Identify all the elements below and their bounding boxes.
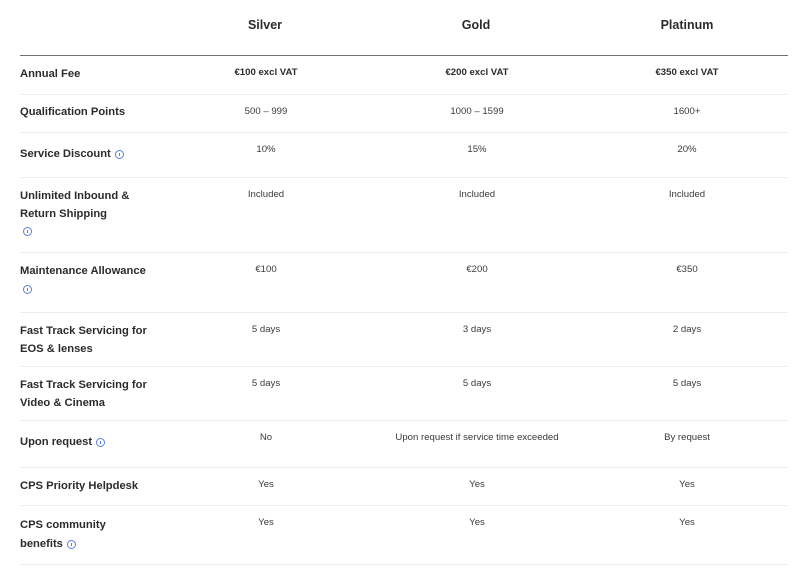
cell-unlimited-shipping-gold: Included	[458, 189, 496, 200]
cell-annual-fee-silver: €100 excl VAT	[234, 67, 298, 78]
cell-fast-track-video-silver: 5 days	[251, 378, 281, 389]
cell-qualification-points-platinum: 1600+	[673, 106, 701, 117]
cell-priority-helpdesk-platinum: Yes	[679, 479, 695, 490]
table-row-unlimited-shipping	[20, 178, 788, 253]
cell-maintenance-allowance-silver: €100	[255, 264, 277, 275]
cell-fast-track-eos-gold: 3 days	[462, 324, 492, 335]
info-circle-icon[interactable]	[96, 438, 105, 447]
row-label-unlimited-shipping: Unlimited Inbound & Return Shipping	[20, 188, 145, 236]
cell-community-benefits-gold: Yes	[469, 517, 485, 528]
table-row-service-discount	[20, 133, 788, 178]
table-row-priority-helpdesk	[20, 468, 788, 506]
cell-fast-track-eos-silver: 5 days	[251, 324, 281, 335]
cell-upon-request-platinum: By request	[664, 432, 710, 443]
info-circle-icon[interactable]	[115, 150, 124, 159]
tier-header-row	[20, 0, 788, 56]
table-row-community-benefits	[20, 506, 788, 565]
info-circle-icon[interactable]	[23, 285, 32, 294]
table-row-fast-track-eos	[20, 313, 788, 367]
table-row-fast-track-video	[20, 367, 788, 421]
cell-service-discount-silver: 10%	[256, 144, 276, 155]
row-label-fast-track-eos: Fast Track Servicing for EOS & lenses	[20, 325, 147, 355]
cell-upon-request-silver: No	[259, 432, 273, 443]
cell-service-discount-platinum: 20%	[677, 144, 697, 155]
row-label-service-discount: Service Discount	[20, 146, 170, 164]
row-label-fast-track-video: Fast Track Servicing for Video & Cinema	[20, 379, 147, 409]
row-label-priority-helpdesk: CPS Priority Helpdesk	[20, 480, 139, 492]
info-circle-icon[interactable]	[67, 540, 76, 549]
cell-annual-fee-platinum: €350 excl VAT	[655, 67, 719, 78]
cell-fast-track-video-platinum: 5 days	[672, 378, 702, 389]
cell-unlimited-shipping-platinum: Included	[668, 189, 706, 200]
cell-community-benefits-silver: Yes	[258, 517, 274, 528]
cell-annual-fee-gold: €200 excl VAT	[445, 67, 509, 78]
tier-header-platinum: Platinum	[660, 18, 714, 32]
cell-service-discount-gold: 15%	[467, 144, 487, 155]
cell-upon-request-gold: Upon request if service time exceeded	[395, 432, 559, 443]
cell-fast-track-video-gold: 5 days	[462, 378, 492, 389]
cell-community-benefits-platinum: Yes	[679, 517, 695, 528]
row-label-annual-fee: Annual Fee	[20, 68, 81, 80]
cell-qualification-points-gold: 1000 – 1599	[450, 106, 504, 117]
tier-header-gold: Gold	[461, 18, 491, 32]
row-label-qualification-points: Qualification Points	[20, 106, 126, 118]
tier-header-silver: Silver	[247, 18, 283, 32]
cell-fast-track-eos-platinum: 2 days	[672, 324, 702, 335]
cell-maintenance-allowance-platinum: €350	[676, 264, 698, 275]
cell-maintenance-allowance-gold: €200	[466, 264, 488, 275]
table-row-annual-fee	[20, 56, 788, 95]
table-row-upon-request	[20, 421, 788, 468]
info-circle-icon[interactable]	[23, 227, 32, 236]
cell-priority-helpdesk-gold: Yes	[469, 479, 485, 490]
cell-qualification-points-silver: 500 – 999	[244, 106, 288, 117]
row-label-community-benefits: CPS community benefits	[20, 519, 106, 550]
table-row-maintenance-allowance	[20, 253, 788, 313]
row-label-upon-request: Upon request	[20, 434, 170, 452]
row-label-maintenance-allowance: Maintenance Allowance	[20, 263, 170, 294]
cell-priority-helpdesk-silver: Yes	[258, 479, 274, 490]
cell-unlimited-shipping-silver: Included	[247, 189, 285, 200]
table-row-qualification-points	[20, 95, 788, 133]
